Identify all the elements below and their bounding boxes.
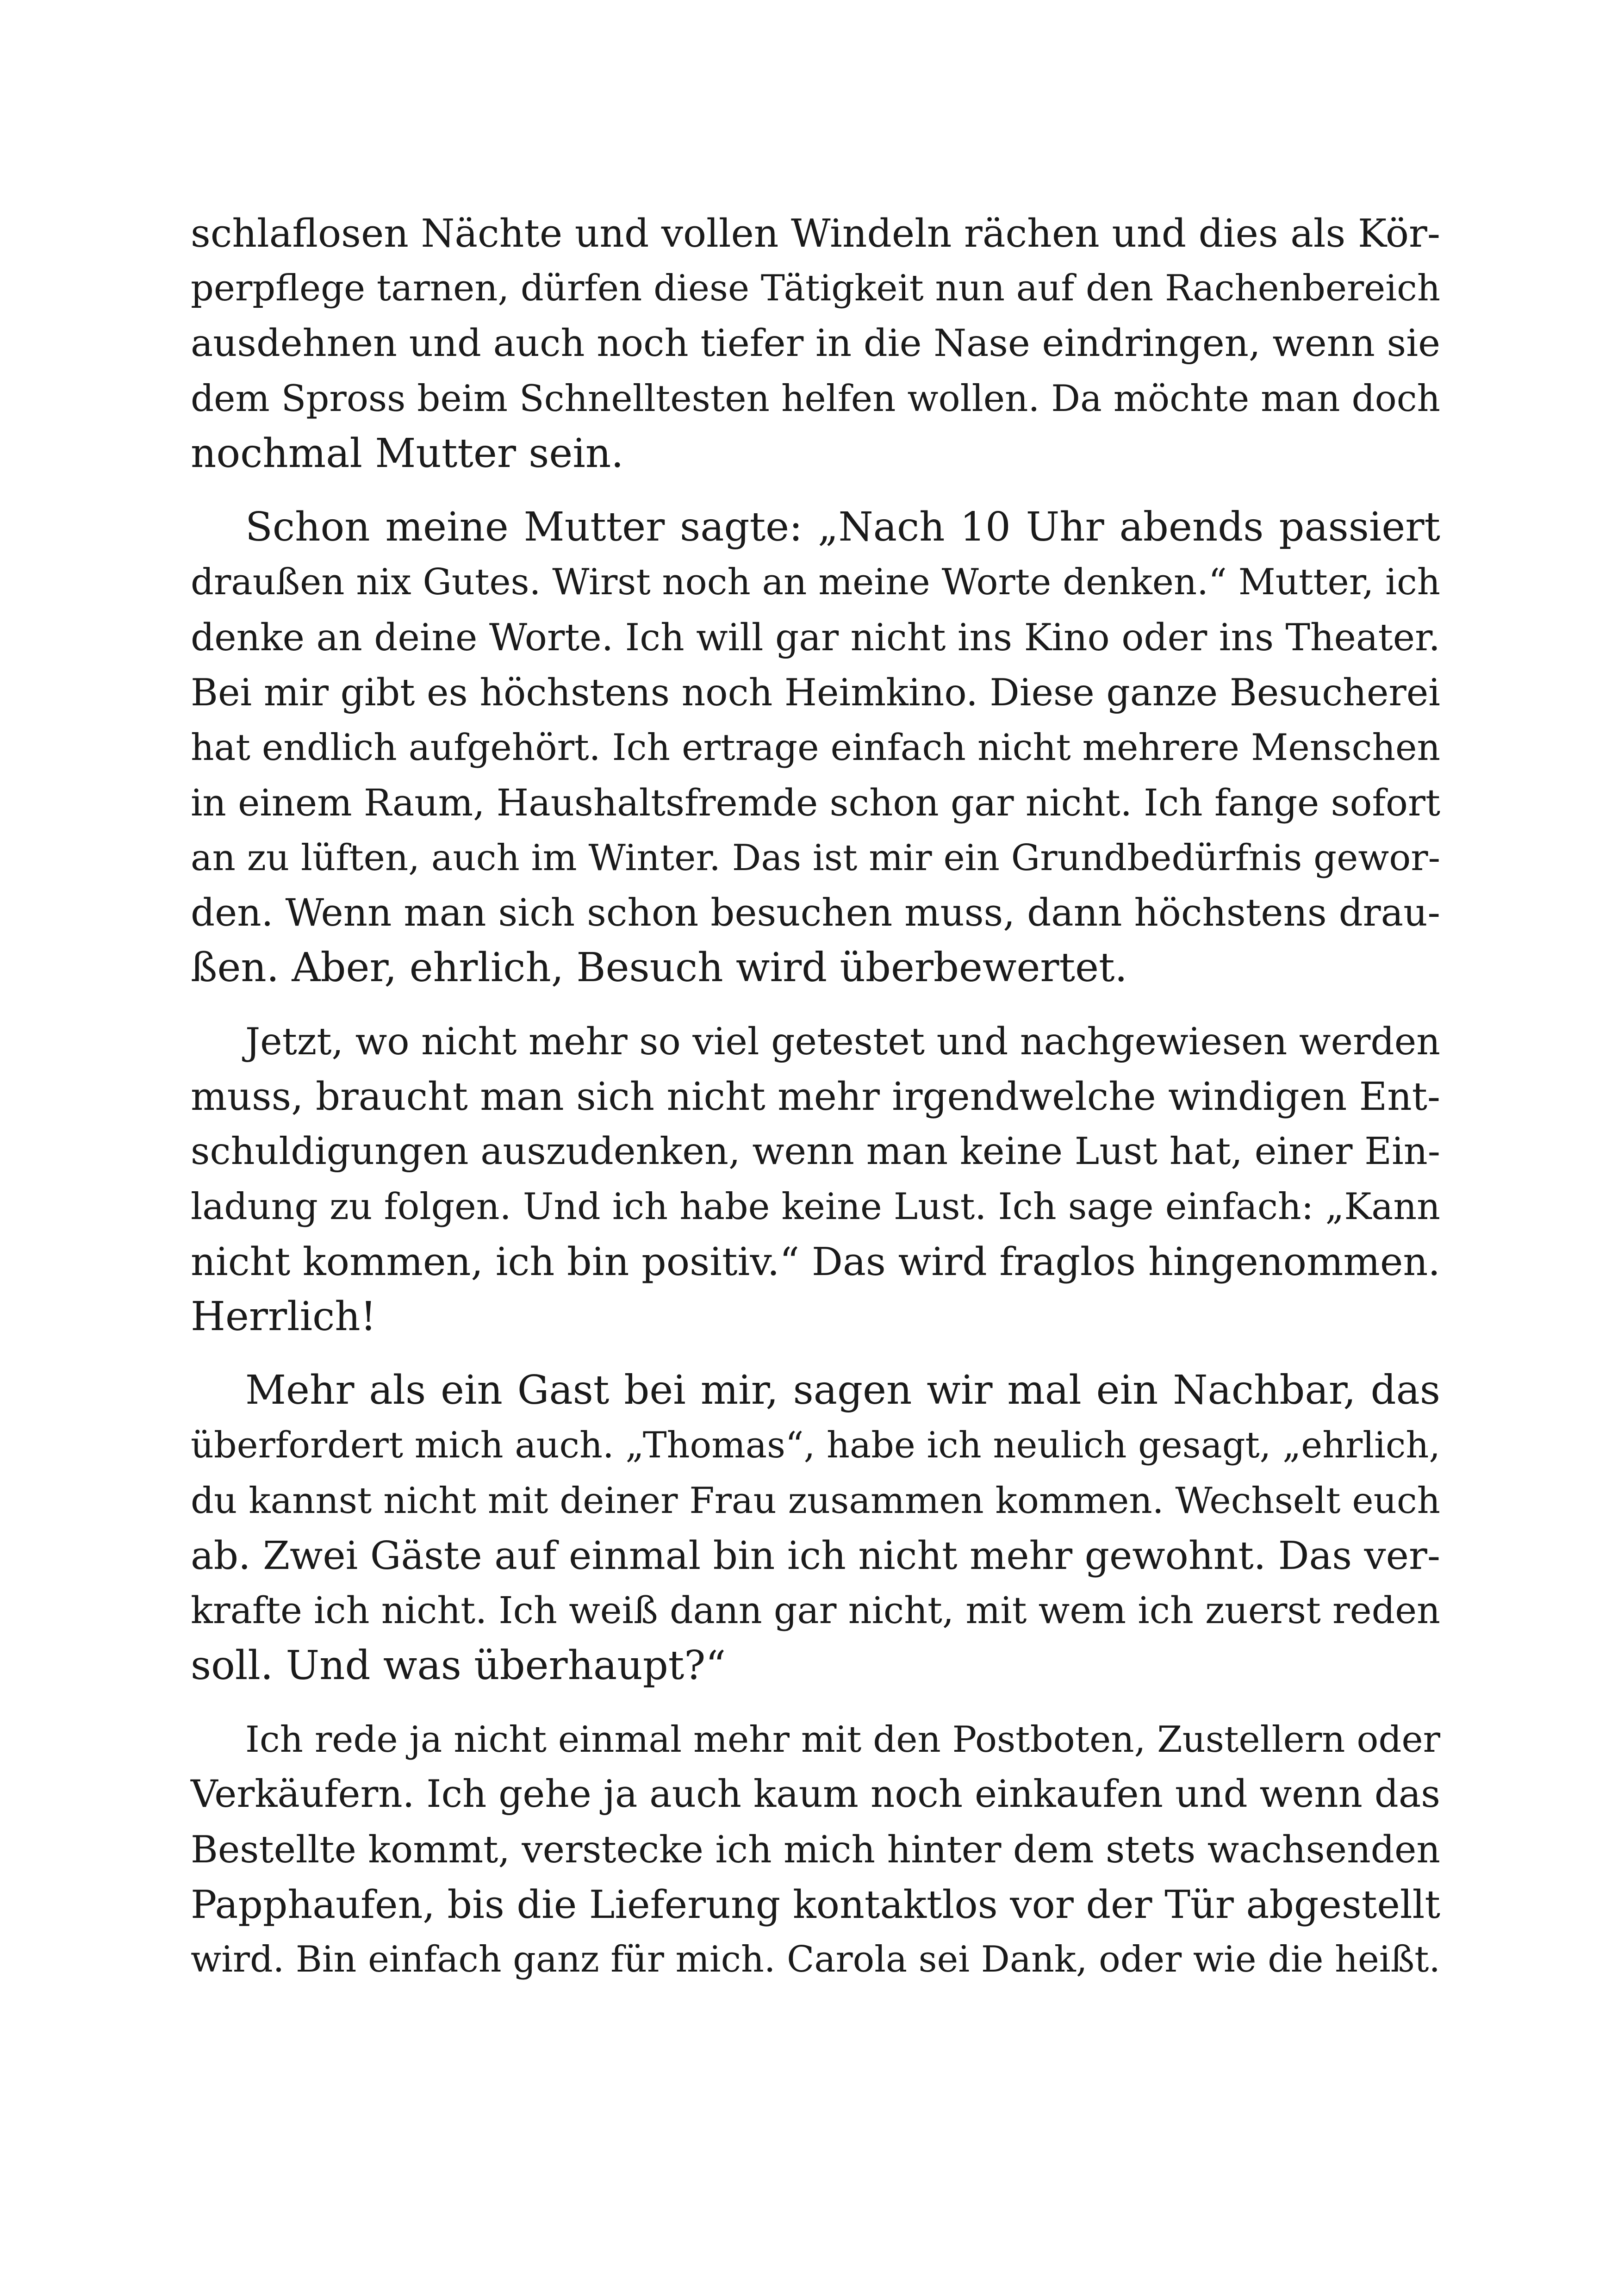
text-line: Herrlich! [191,1294,377,1340]
text-line: ladung zu folgen. Und ich habe keine Lust. Ich sage einfach: „Kann [191,1185,1440,1228]
text-line: nochmal Mutter sein. [191,430,624,477]
text-line: den. Wenn man sich schon besuchen muss, dann höchstens drau- [191,891,1440,935]
text-line: ab. Zwei Gäste auf einmal bin ich nicht mehr gewohnt. Das ver- [191,1533,1440,1578]
text-line: krafte ich nicht. Ich weiß dann gar nicht, mit wem ich zuerst reden [191,1589,1440,1632]
text-line: an zu lüften, auch im Winter. Das ist mir ein Grundbedürfnis gewor- [191,837,1440,879]
text-line: hat endlich aufgehört. Ich ertrage einfach nicht mehrere Menschen [191,726,1440,769]
text-line: Verkäufern. Ich gehe ja auch kaum noch einkaufen und wenn das [191,1773,1440,1816]
text-line: du kannst nicht mit deiner Frau zusammen kommen. Wechselt euch [191,1480,1440,1522]
text-line: schlaflosen Nächte und vollen Windeln rächen und dies als Kör- [191,211,1440,256]
paragraph-5 [191,1712,1440,1987]
paragraph-3 [191,1014,1440,1344]
text-line: Ich rede ja nicht einmal mehr mit den Postboten, Zustellern oder [245,1718,1440,1761]
body-text [191,206,1440,1987]
text-line: überfordert mich auch. „Thomas“, habe ich neulich gesagt, „ehrlich, [191,1425,1440,1466]
text-line: in einem Raum, Haushaltsfremde schon gar nicht. Ich fange sofort [191,781,1440,824]
text-line: ausdehnen und auch noch tiefer in die Nase eindringen, wenn sie [191,322,1440,365]
paragraph-2 [191,500,1440,996]
text-line: dem Spross beim Schnelltesten helfen wollen. Da möchte man doch [191,378,1440,420]
text-line: draußen nix Gutes. Wirst noch an meine Worte denken.“ Mutter, ich [191,561,1440,603]
paragraph-4 [191,1363,1440,1693]
text-line: nicht kommen, ich bin positiv.“ Das wird fraglos hingenommen. [191,1239,1440,1284]
text-line: ßen. Aber, ehrlich, Besuch wird überbewertet. [191,945,1127,991]
text-line: denke an deine Worte. Ich will gar nicht ins Kino oder ins Theater. [191,616,1440,659]
text-line: Papphaufen, bis die Lieferung kontaktlos vor der Tür abgestellt [191,1882,1440,1927]
text-line: Mehr als ein Gast bei mir, sagen wir mal ein Nachbar, das [245,1367,1440,1413]
text-line: Schon meine Mutter sagte: „Nach 10 Uhr abends passiert [245,504,1440,550]
text-line: Bei mir gibt es höchstens noch Heimkino. Diese ganze Besucherei [191,671,1440,714]
paragraph-1 [191,206,1440,481]
text-line: Jetzt, wo nicht mehr so viel getestet und nachgewiesen werden [245,1020,1440,1063]
text-line: muss, braucht man sich nicht mehr irgendwelche windigen Ent- [191,1074,1440,1119]
text-line: Bestellte kommt, verstecke ich mich hinter dem stets wachsenden [191,1828,1440,1871]
text-line: soll. Und was überhaupt?“ [191,1643,726,1689]
text-line: wird. Bin einfach ganz für mich. Carola sei Dank, oder wie die heißt. [191,1939,1440,1980]
text-line: perpflege tarnen, dürfen diese Tätigkeit nun auf den Rachenbereich [191,268,1440,309]
text-line: schuldigungen auszudenken, wenn man keine Lust hat, einer Ein- [191,1130,1440,1173]
